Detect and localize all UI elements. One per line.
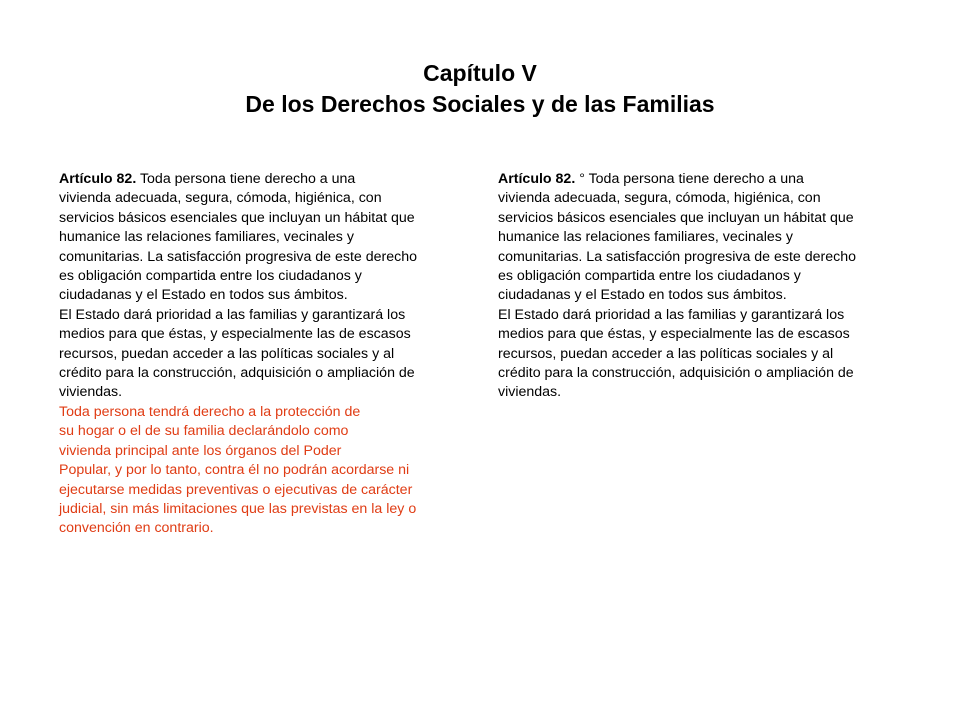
text-line: servicios básicos esenciales que incluyan un hábitat que [59, 209, 415, 226]
text-line: recursos, puedan acceder a las políticas sociales y al [498, 345, 834, 362]
text-line: servicios básicos esenciales que incluyan un hábitat que [498, 209, 854, 226]
text-line: vivienda adecuada, segura, cómoda, higiénica, con [498, 190, 821, 207]
article-label: Artículo 82. [59, 171, 137, 187]
added-text-line: Toda persona tendrá derecho a la protección de [59, 403, 361, 420]
text-line: comunitarias. La satisfacción progresiva de este derecho [59, 248, 418, 265]
text-line: El Estado dará prioridad a las familias y garantizará los [59, 306, 406, 323]
added-text-line: judicial, sin más limitaciones que las previstas en la ley o [59, 500, 417, 517]
text-line: El Estado dará prioridad a las familias y garantizará los [498, 306, 845, 323]
text-line-content: Toda persona tiene derecho a una [136, 171, 356, 187]
article-82-current-column [498, 170, 910, 403]
text-line: medios para que éstas, y especialmente las de escasos [59, 326, 411, 343]
text-line: crédito para la construcción, adquisición o ampliación de [498, 365, 854, 382]
text-line: humanice las relaciones familiares, vecinales y [59, 229, 354, 246]
text-line: es obligación compartida entre los ciudadanos y [498, 268, 801, 285]
added-text-line: su hogar o el de su familia declarándolo como [59, 423, 349, 440]
text-line: ciudadanas y el Estado en todos sus ámbitos. [59, 287, 348, 304]
article-82-proposed-column [59, 170, 471, 539]
chapter-heading: De los Derechos Sociales y de las Familias [245, 91, 715, 117]
text-line: comunitarias. La satisfacción progresiva de este derecho [498, 248, 857, 265]
text-line: viviendas. [59, 384, 123, 401]
text-line: ciudadanas y el Estado en todos sus ámbitos. [498, 287, 787, 304]
text-line: vivienda adecuada, segura, cómoda, higiénica, con [59, 190, 382, 207]
text-line: humanice las relaciones familiares, vecinales y [498, 229, 793, 246]
text-line-content: ° Toda persona tiene derecho a una [575, 171, 804, 187]
text-line [498, 170, 910, 189]
chapter-number: Capítulo V [423, 60, 537, 86]
text-line: viviendas. [498, 384, 562, 401]
added-text-line: convención en contrario. [59, 520, 214, 537]
text-line: crédito para la construcción, adquisición o ampliación de [59, 365, 415, 382]
text-line [59, 170, 471, 189]
text-line: recursos, puedan acceder a las políticas sociales y al [59, 345, 395, 362]
added-text-line: vivienda principal ante los órganos del Poder [59, 442, 342, 459]
text-line: es obligación compartida entre los ciudadanos y [59, 268, 362, 285]
added-text-line: Popular, y por lo tanto, contra él no podrán acordarse ni [59, 462, 410, 479]
text-line: medios para que éstas, y especialmente las de escasos [498, 326, 850, 343]
added-text-line: ejecutarse medidas preventivas o ejecutivas de carácter [59, 481, 413, 498]
chapter-title [0, 58, 960, 120]
article-label: Artículo 82. [498, 171, 576, 187]
